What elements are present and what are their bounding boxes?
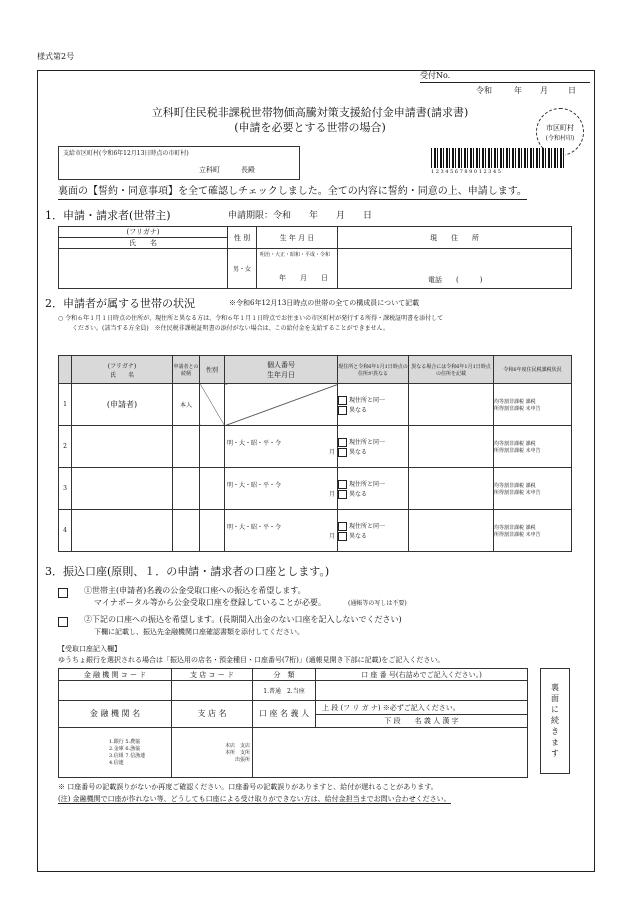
consent-statement: 裏面の【誓約・同意事項】を全て確認しチェックしました。全ての内容に誓約・同意の上、申請します。 [58,187,527,200]
receipt-month: 月 [540,86,548,95]
hh-name-header: (フリガナ) 氏 名 [72,356,173,384]
hh-prev-address[interactable] [409,468,494,510]
hh-addrdiff-header: 現住所と令和6年1月1日時点の住所が異なる [338,356,409,384]
option2-sub: 下欄に記載し、振込先金融機関口座確認書類を添付してください。 [94,628,304,636]
hh-prev-address[interactable] [409,384,494,426]
bank-code-field[interactable] [59,681,172,701]
barcode-digits: 1 2 3 4 5 6 7 8 9 0 1 2 3 4 5 [431,169,501,175]
dob-header: 生 年 月 日 [257,227,338,249]
hh-addr-check[interactable]: 現住所と同一 異なる [338,468,409,510]
section1-heading: 1．申請・請求者(世帯主) [45,209,171,222]
dob-ymd: 年 月 日 [279,274,328,282]
section2-heading: 2．申請者が属する世帯の状況 [45,297,195,310]
footer-note1: ※ 口座番号の記載誤りがないか再度ご確認ください。口座番号の記載誤りがありますと、給付が遅れることがあります。 [58,783,438,791]
hh-addr-check[interactable]: 現住所と同一 異なる [338,426,409,468]
type-options[interactable]: 1.普通 2.当座 [253,681,316,701]
option2-label: ②下記の口座への振込を希望します。(長期間入出金のない口座を記入しないでください) [84,615,402,624]
branch-type-list[interactable]: 本店 支店 本所 支所 出張所 [172,727,253,777]
address-field[interactable] [338,249,572,289]
hh-tax-header: 令和6年度住民税課税状況 [494,356,572,384]
applicant-table [58,226,572,289]
holder-header: 口 座 名 義 人 [253,701,316,727]
issuer-title: 長殿 [241,166,255,174]
option1-label: ①世帯主(申請者)名義の公金受取口座への振込を希望します。 [84,586,306,595]
form-subtitle: (申請を必要とする世帯の場合) [234,121,386,134]
holder-upper: 上 段 (フ リ ガ ナ) ※必ずご記入ください。 [316,701,528,715]
hh-name-cell[interactable] [72,426,173,468]
yucho-note: ゆうちょ銀行を選択される場合は「振込用の店名・預金種目・口座番号(7桁)」(通帳見開き下部に記載)をご記入ください。 [58,656,445,664]
hh-dob-cell[interactable]: 明・大・昭・平・令 月 [225,510,338,552]
account-section-label: 【受取口座記入欄】 [58,645,121,653]
holder-lower: 下 段 名 義 人 漢 字 [316,715,528,727]
issuer-label: 支給市区町村(令和6年12月13日時点の市町村) [63,150,189,157]
hh-row-number: 3 [59,468,72,510]
applicant-name-field[interactable] [59,249,228,289]
address-header: 現 住 所 [338,227,572,249]
option1-note: (通帳等の写しは不要) [348,600,407,607]
dob-eras: 明治・大正・昭和・平成・令和 [260,252,331,258]
hh-gender-header: 性別 [200,356,225,384]
hh-row-number: 1 [59,384,72,426]
hh-dob-cell[interactable]: 明・大・昭・平・令 月 [225,468,338,510]
hh-number-cell[interactable] [225,384,338,426]
hh-dob-cell[interactable]: 明・大・昭・平・令 月 [225,426,338,468]
hh-mynumber-header: 個人番号 生年月日 [225,356,338,384]
hh-self-cell: 本人 [173,384,200,426]
hh-relation-cell[interactable] [173,426,200,468]
furigana-header: (フリガナ) [59,227,228,238]
dob-field[interactable] [257,249,338,289]
form-number: 様式第2号 [37,52,75,61]
hh-tax-check[interactable]: 均等割非課税 課税 所得割非課税 未申告 [494,426,572,468]
section2-note2: ください。(該当する方全員) ※住民税非課税証明書の添付がない場合は、この給付金を支給することができません。 [72,325,390,332]
hh-row-number: 2 [59,426,72,468]
same-checkbox[interactable] [338,396,347,405]
hh-gender-cell[interactable] [200,468,225,510]
bank-name-header: 金 融 機 関 名 [59,701,172,727]
hh-relation-cell[interactable] [173,468,200,510]
hh-prev-address[interactable] [409,510,494,552]
receipt-year: 年 [514,86,522,95]
hh-name-cell[interactable] [72,468,173,510]
section2-note1: ○ 令和６年１月１日時点の住所が、現住所と異なる方は、令和６年１月１日時点でお住まいの市区町村が発行する所得・課税証明書を添付して [58,315,444,322]
hh-row-number: 4 [59,510,72,552]
hh-name-cell[interactable] [72,510,173,552]
gender-header: 性 別 [228,227,257,249]
hh-addr-check[interactable]: 現住所と同一 異なる [338,384,409,426]
hh-prev-address[interactable] [409,426,494,468]
branch-name-header: 支 店 名 [172,701,253,727]
category-header: 分 類 [253,669,316,681]
account-no-field[interactable] [316,681,528,701]
option1-sub: マイナポータル等から公金受取口座を登録していることが必要。 [94,598,326,607]
hh-addr-check[interactable]: 現住所と同一 異なる [338,510,409,552]
branch-code-field[interactable] [172,681,253,701]
section2-subheading: ※令和6年12月13日時点の世帯の全ての構成員について記載 [229,299,420,307]
hh-gender-cell [200,384,225,426]
continue-label: 裏面に続きます [550,682,560,760]
form-title: 立科町住民税非課税世帯物価高騰対策支援給付金申請書(請求書) [151,106,469,119]
hh-tax-check[interactable]: 均等割非課税 課税 所得割非課税 未申告 [494,384,572,426]
continue-box [540,668,570,774]
barcode [431,148,565,168]
stamp-line1: 市区町村 [546,123,574,132]
option1-checkbox[interactable] [58,588,68,598]
hh-tax-check[interactable]: 均等割非課税 課税 所得割非課税 未申告 [494,510,572,552]
account-table [58,668,528,778]
differs-checkbox[interactable] [338,406,347,415]
phone-label: 電話 ( ) [428,276,483,284]
bank-type-list[interactable]: 1.銀行 5.農協 2.金庫 6.漁協 3.信組 7.信漁連 4.信連 [59,727,172,777]
household-table [58,355,572,552]
receipt-day: 日 [568,86,576,95]
section3-heading: 3．振込口座(原則、１．の申請・請求者の口座とします。) [45,565,330,578]
footer-note2: (注) 金融機関で口座が作れない等、どうしても口座による受け取りができない方は、給付金担当までお問い合わせください。 [58,795,451,803]
hh-relation-cell[interactable] [173,510,200,552]
receipt-era: 令和 [476,86,492,95]
hh-relation-header: 申請者との続柄 [173,356,200,384]
hh-tax-check[interactable]: 均等割非課税 課税 所得割非課税 未申告 [494,468,572,510]
option2-checkbox[interactable] [58,617,68,627]
bank-code-header: 金 融 機 関 コ ー ド [59,669,172,681]
stamp-line2: (令和村印) [545,134,575,142]
hh-gender-cell[interactable] [200,510,225,552]
branch-code-header: 支 店 コ ー ド [172,669,253,681]
application-deadline: 申請期限：令和 年 月 日 [228,211,373,221]
issuer-name: 立科町 [199,166,220,174]
account-no-header: 口 座 番 号(右詰めでご記入ください。) [316,669,528,681]
name-header: 氏 名 [59,238,228,249]
receipt-number: 受付No. [420,72,590,83]
gender-field[interactable]: 男・女 [228,249,257,289]
issuer-box [58,146,300,180]
hh-applicant-cell: (申請者) [72,384,173,426]
hh-gender-cell[interactable] [200,426,225,468]
holder-name-field[interactable] [253,727,528,777]
hh-addrprev-header: 異なる場合には令和6年1月1日時点の住所を記載 [409,356,494,384]
